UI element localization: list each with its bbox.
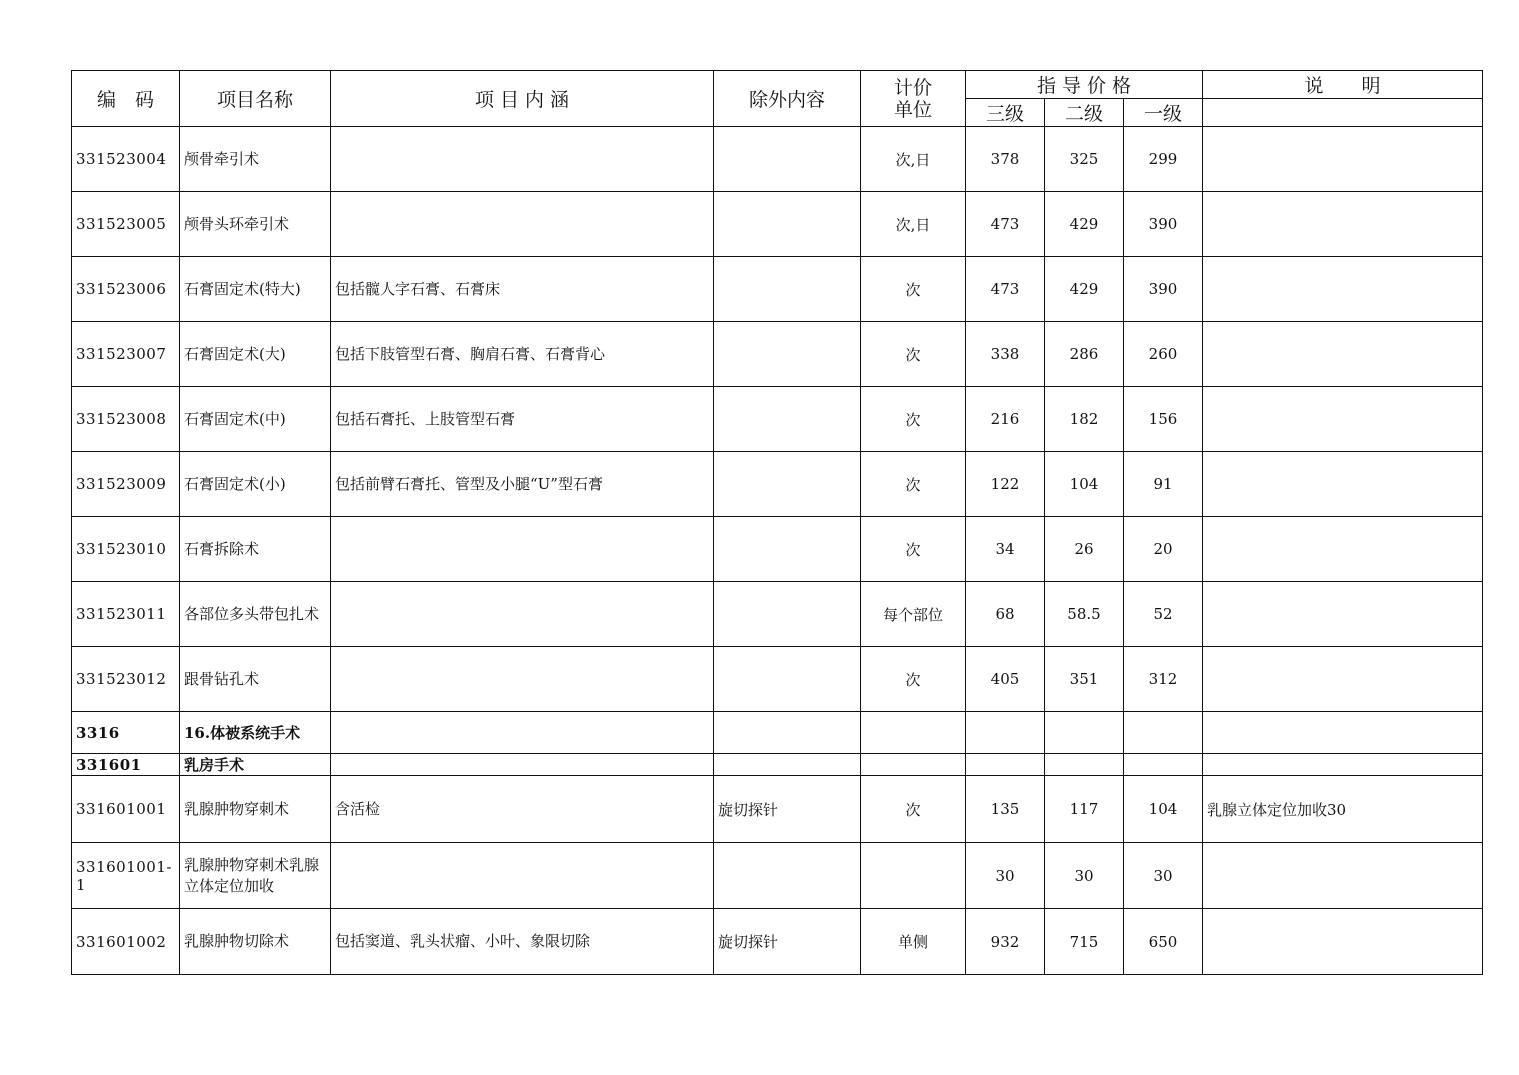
item-note [1203,909,1483,975]
item-content: 包括髋人字石膏、石膏床 [331,257,714,322]
table-body [72,127,1483,975]
price-level1: 104 [1124,776,1203,843]
item-content [331,582,714,647]
item-note [1203,322,1483,387]
price-level2: 182 [1045,387,1124,452]
blank-cell [966,754,1045,776]
price-level1: 299 [1124,127,1203,192]
item-code: 331523010 [72,517,180,582]
blank-cell [1124,712,1203,754]
item-content: 包括窦道、乳头状瘤、小叶、象限切除 [331,909,714,975]
section-code: 3316 [72,712,180,754]
item-excluded [714,647,861,712]
item-unit: 次,日 [861,127,966,192]
header-level2: 二级 [1045,99,1124,127]
item-unit: 次 [861,517,966,582]
item-code: 331523008 [72,387,180,452]
blank-cell [331,712,714,754]
item-note [1203,452,1483,517]
item-code: 331601002 [72,909,180,975]
item-excluded [714,127,861,192]
item-excluded [714,192,861,257]
item-name: 颅骨头环牵引术 [180,192,331,257]
item-code: 331523006 [72,257,180,322]
item-unit: 次 [861,647,966,712]
header-price-group: 指 导 价 格 [966,71,1203,99]
header-name: 项目名称 [180,71,331,127]
blank-cell [1203,712,1483,754]
header-note: 说 明 [1203,71,1483,99]
table-row [72,582,1483,647]
item-name: 跟骨钻孔术 [180,647,331,712]
price-level1: 156 [1124,387,1203,452]
item-content: 包括下肢管型石膏、胸肩石膏、石膏背心 [331,322,714,387]
item-name: 石膏固定术(特大) [180,257,331,322]
price-level3: 378 [966,127,1045,192]
header-row-1 [72,71,1483,99]
header-unit [861,71,966,127]
item-name: 乳腺肿物切除术 [180,909,331,975]
blank-cell [966,712,1045,754]
header-level3: 三级 [966,99,1045,127]
price-level3: 122 [966,452,1045,517]
price-level3: 932 [966,909,1045,975]
price-level2: 429 [1045,257,1124,322]
item-unit: 次 [861,322,966,387]
price-level3: 30 [966,843,1045,909]
header-excluded: 除外内容 [714,71,861,127]
item-unit: 次 [861,776,966,843]
item-note [1203,843,1483,909]
item-excluded [714,582,861,647]
item-content [331,127,714,192]
header-level1: 一级 [1124,99,1203,127]
item-excluded [714,452,861,517]
price-level1: 312 [1124,647,1203,712]
price-level2: 351 [1045,647,1124,712]
item-unit: 次,日 [861,192,966,257]
table-row [72,647,1483,712]
item-name: 石膏拆除术 [180,517,331,582]
item-code: 331523011 [72,582,180,647]
section-code: 331601 [72,754,180,776]
table-row [72,192,1483,257]
table-row [72,909,1483,975]
table-row [72,776,1483,843]
table-row [72,452,1483,517]
item-excluded: 旋切探针 [714,776,861,843]
item-name: 石膏固定术(中) [180,387,331,452]
header-code: 编 码 [72,71,180,127]
blank-cell [861,754,966,776]
table-row [72,843,1483,909]
price-level1: 30 [1124,843,1203,909]
item-code: 331523007 [72,322,180,387]
blank-cell [331,754,714,776]
item-note [1203,257,1483,322]
item-name: 颅骨牵引术 [180,127,331,192]
header-note-blank [1203,99,1483,127]
item-unit: 单侧 [861,909,966,975]
item-excluded [714,322,861,387]
item-unit: 次 [861,387,966,452]
item-note [1203,647,1483,712]
item-content: 含活检 [331,776,714,843]
table-row [72,127,1483,192]
item-excluded: 旋切探针 [714,909,861,975]
price-level1: 52 [1124,582,1203,647]
blank-cell [861,712,966,754]
item-note [1203,517,1483,582]
section-row [72,754,1483,776]
price-level3: 216 [966,387,1045,452]
price-level2: 325 [1045,127,1124,192]
item-content [331,647,714,712]
item-name: 石膏固定术(小) [180,452,331,517]
header-unit-line2: 单位 [893,98,932,121]
item-note: 乳腺立体定位加收30 [1203,776,1483,843]
item-content [331,192,714,257]
table-row [72,387,1483,452]
section-name: 16.体被系统手术 [180,712,331,754]
price-level1: 91 [1124,452,1203,517]
price-level1: 650 [1124,909,1203,975]
price-level2: 30 [1045,843,1124,909]
item-excluded [714,387,861,452]
price-level3: 68 [966,582,1045,647]
item-note [1203,582,1483,647]
blank-cell [1045,754,1124,776]
price-level3: 473 [966,257,1045,322]
price-table [71,70,1483,975]
item-excluded [714,843,861,909]
header-unit-line1: 计价 [893,76,932,99]
price-level3: 473 [966,192,1045,257]
item-excluded [714,257,861,322]
price-level3: 34 [966,517,1045,582]
item-content [331,517,714,582]
price-level2: 429 [1045,192,1124,257]
item-code: 331523012 [72,647,180,712]
blank-cell [1124,754,1203,776]
item-unit: 每个部位 [861,582,966,647]
table-row [72,517,1483,582]
price-level2: 26 [1045,517,1124,582]
blank-cell [714,754,861,776]
blank-cell [1203,754,1483,776]
item-unit: 次 [861,452,966,517]
price-level2: 58.5 [1045,582,1124,647]
price-level1: 20 [1124,517,1203,582]
blank-cell [714,712,861,754]
item-note [1203,387,1483,452]
item-unit [861,843,966,909]
price-level1: 390 [1124,192,1203,257]
item-code: 331523005 [72,192,180,257]
price-level1: 390 [1124,257,1203,322]
table-row [72,257,1483,322]
price-level2: 286 [1045,322,1124,387]
item-note [1203,127,1483,192]
item-code: 331523009 [72,452,180,517]
section-name: 乳房手术 [180,754,331,776]
item-content [331,843,714,909]
item-note [1203,192,1483,257]
price-level1: 260 [1124,322,1203,387]
item-code: 331523004 [72,127,180,192]
item-content: 包括前臂石膏托、管型及小腿“U”型石膏 [331,452,714,517]
price-level2: 117 [1045,776,1124,843]
item-name: 乳腺肿物穿刺术 [180,776,331,843]
item-code: 331601001 [72,776,180,843]
price-level3: 135 [966,776,1045,843]
item-excluded [714,517,861,582]
item-name: 乳腺肿物穿刺术乳腺立体定位加收 [180,843,331,909]
item-name: 各部位多头带包扎术 [180,582,331,647]
table-row [72,322,1483,387]
price-level3: 338 [966,322,1045,387]
price-level2: 715 [1045,909,1124,975]
item-name: 石膏固定术(大) [180,322,331,387]
price-level3: 405 [966,647,1045,712]
item-unit: 次 [861,257,966,322]
price-level2: 104 [1045,452,1124,517]
item-code: 331601001-1 [72,843,180,909]
blank-cell [1045,712,1124,754]
item-content: 包括石膏托、上肢管型石膏 [331,387,714,452]
header-content: 项 目 内 涵 [331,71,714,127]
section-row [72,712,1483,754]
